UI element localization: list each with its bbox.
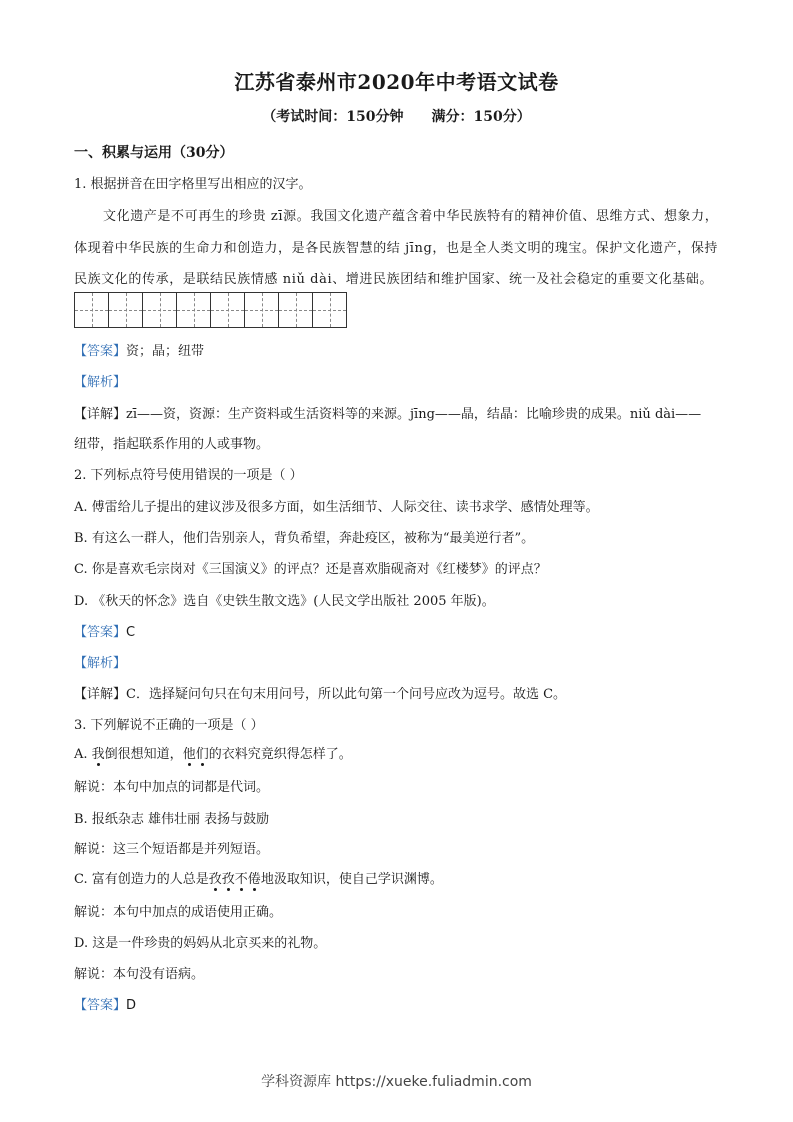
q1-passage-line-3: 民族文化的传承，是联结民族情感 niǔ dài、增进民族团结和维护国家、统一及社会稳定的重要文化基础。 [74, 272, 713, 287]
answer-tag: 【答案】 [74, 625, 127, 640]
detail-text: zī——资，资源：生产资料或生活资料等的来源。jīng——晶，结晶：比喻珍贵的成果。niǔ dài—— [126, 407, 702, 422]
q3-option-c [74, 868, 443, 887]
option-text: C. 富有创造力的人总是 [74, 872, 209, 887]
exam-time: （考试时间：150分钟 [262, 109, 404, 125]
q3-prompt: 3. 下列解说不正确的一项是（ ） [74, 718, 264, 733]
q1-prompt: 1. 根据拼音在田字格里写出相应的汉字。 [74, 177, 312, 192]
q2-option-c: C. 你是喜欢毛宗岗对《三国演义》的评点？还是喜欢脂砚斋对《红楼梦》的评点？ [74, 562, 547, 577]
answer-tag: 【答案】 [74, 344, 127, 359]
q1-detail-line-2: 纽带，指起联系作用的人或事物。 [74, 437, 270, 452]
detail-tag: 【详解】 [74, 407, 127, 422]
q2-option-b: B. 有这么一群人，他们告别亲人，背负希望，奔赴疫区，被称为“最美逆行者”。 [74, 531, 535, 546]
q2-detail [74, 683, 566, 702]
analysis-tag: 【解析】 [74, 656, 127, 671]
tianzige-cell[interactable] [312, 292, 347, 328]
q1-passage-line-2: 体现着中华民族的生命力和创造力，是各民族智慧的结 jīng，也是全人类文明的瑰宝。保护文化遗产，保持 [74, 241, 719, 256]
answer-tag: 【答案】 [74, 998, 127, 1013]
footer-watermark: 学科资源库 https://xueke.fuliadmin.com [261, 1074, 532, 1090]
tianzige-cell[interactable] [244, 292, 279, 328]
option-label: A. [74, 747, 92, 762]
q3-option-a [74, 743, 352, 762]
detail-text: C．选择疑问句只在句末用问号，所以此句第一个问号应改为逗号。故选 C。 [126, 687, 567, 702]
detail-tag: 【详解】 [74, 687, 127, 702]
answer-text: D [126, 998, 137, 1013]
dotted-word: 他们 [182, 747, 209, 762]
option-text: 地汲取知识，使自己学识渊博。 [260, 872, 443, 887]
analysis-tag: 【解析】 [74, 375, 127, 390]
option-text: 倒很想知道， [104, 747, 183, 762]
q2-prompt: 2. 下列标点符号使用错误的一项是（ ） [74, 468, 303, 483]
tianzige-grid [74, 292, 346, 328]
section-heading: 一、积累与运用（30分） [74, 145, 234, 161]
option-text: 的衣料究竟织得怎样了。 [208, 747, 352, 762]
tianzige-cell[interactable] [142, 292, 177, 328]
answer-text: C [126, 625, 136, 640]
tianzige-cell[interactable] [210, 292, 245, 328]
q1-detail-line-1 [74, 403, 701, 422]
q2-option-d: D. 《秋天的怀念》选自《史铁生散文选》(人民文学出版社 2005 年版)。 [74, 594, 495, 609]
exam-title: 江苏省泰州市2020年中考语文试卷 [234, 70, 559, 94]
exam-subtitle [0, 106, 793, 126]
q1-answer [74, 340, 204, 359]
q1-passage-line-1: 文化遗产是不可再生的珍贵 zī源。我国文化遗产蕴含着中华民族特有的精神价值、思维方式、想象力， [103, 209, 719, 224]
dotted-word: 我 [91, 747, 105, 762]
q3-option-d: D. 这是一件珍贵的妈妈从北京买来的礼物。 [74, 936, 327, 951]
tianzige-cell[interactable] [108, 292, 143, 328]
q3-answer [74, 994, 136, 1013]
tianzige-cell[interactable] [176, 292, 211, 328]
tianzige-cell[interactable] [278, 292, 313, 328]
q3-a-explain: 解说：本句中加点的词都是代词。 [74, 780, 270, 795]
answer-text: 资；晶；纽带 [126, 344, 205, 359]
dotted-idiom: 孜孜不倦 [208, 872, 261, 887]
q3-d-explain: 解说：本句没有语病。 [74, 967, 205, 982]
q3-c-explain: 解说：本句中加点的成语使用正确。 [74, 905, 283, 920]
q3-option-b: B. 报纸杂志 雄伟壮丽 表扬与鼓励 [74, 812, 270, 827]
tianzige-cell[interactable] [74, 292, 109, 328]
exam-score: 满分：150分） [431, 109, 531, 125]
q3-b-explain: 解说：这三个短语都是并列短语。 [74, 842, 270, 857]
q2-answer [74, 621, 135, 640]
q2-option-a: A. 傅雷给儿子提出的建议涉及很多方面，如生活细节、人际交往、读书求学、感情处理等。 [74, 500, 599, 515]
